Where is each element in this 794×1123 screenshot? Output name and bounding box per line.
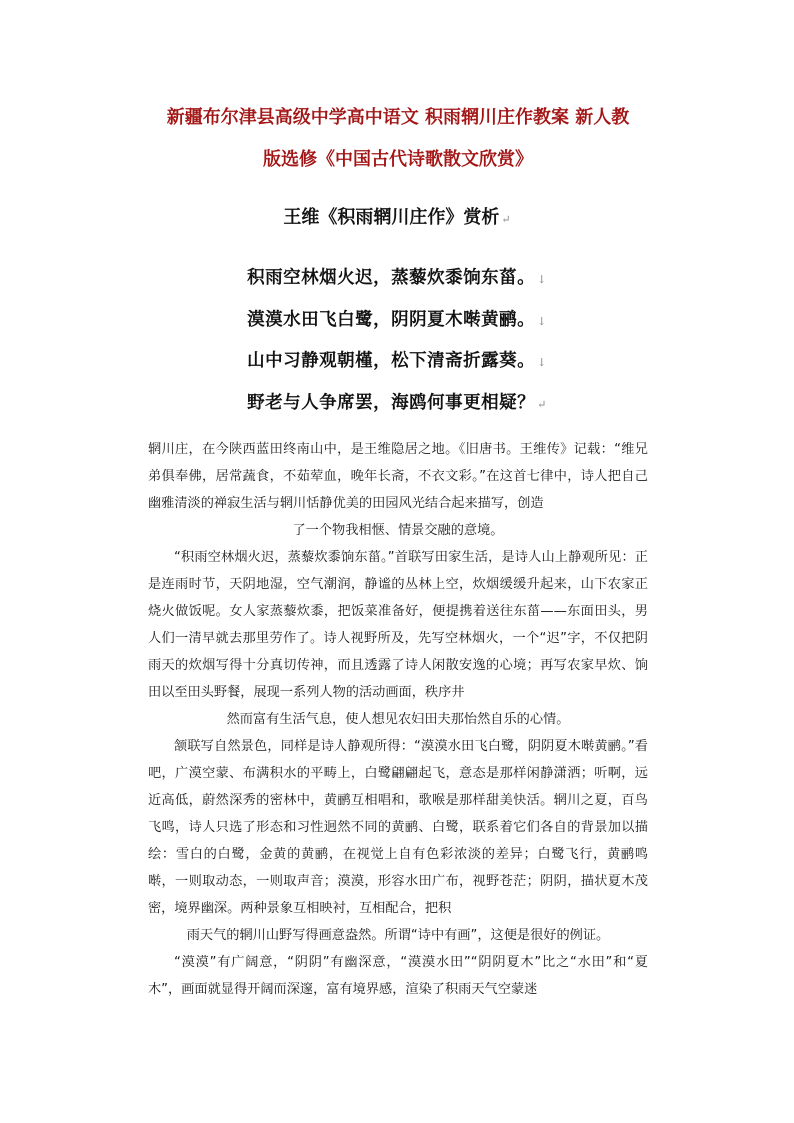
return-mark-icon: ↵ xyxy=(501,213,511,226)
paragraph-word-analysis: “漠漠”有广阔意，“阴阴”有幽深意，“漠漠水田”“阴阴夏木”比之“水田”和“夏木”，画面就显得开阔而深邃，富有境界感，渲染了积雨天气空蒙迷 xyxy=(148,955,648,997)
poem-line xyxy=(0,264,794,289)
paragraph-mark-icon: ↓ xyxy=(537,273,547,286)
paragraph-mark-icon: ↓ xyxy=(537,315,547,328)
poem-line-text: 野老与人争席罢，海鸥何事更相疑？ xyxy=(247,393,536,413)
poem-line xyxy=(0,306,794,331)
article-subtitle xyxy=(0,203,794,229)
commentary-body xyxy=(148,436,648,1003)
poem-line xyxy=(0,389,794,414)
subtitle-text: 王维《积雨辋川庄作》赏析 xyxy=(283,207,500,228)
paragraph-second-couplet-end: 雨天气的辋川山野写得画意盎然。所谓“诗中有画”，这便是很好的例证。 xyxy=(186,928,610,943)
document-title-line2: 版选修《中国古代诗歌散文欣赏》 xyxy=(263,149,533,170)
poem-line xyxy=(0,347,794,372)
paragraph-intro: 辋川庄，在今陕西蓝田终南山中，是王维隐居之地。《旧唐书。王维传》记载：“维兄弟俱奉佛，居常蔬食，不茹荤血，晚年长斋，不衣文彩。”在这首七律中，诗人把自己幽雅清淡的禅寂生活与辋川恬静优美的田园风光结合起来描写，创造 xyxy=(148,442,648,511)
poem-line-text: 山中习静观朝槿，松下清斋折露葵。 xyxy=(247,351,536,371)
return-mark-icon: ↵ xyxy=(537,398,547,411)
paragraph-first-couplet-end: 然而富有生活气息，使人想见农妇田夫那怡然自乐的心情。 xyxy=(226,712,570,727)
paragraph-mark-icon: ↓ xyxy=(537,356,547,369)
paragraph-second-couplet: 颔联写自然景色，同样是诗人静观所得：“漠漠水田飞白鹭，阴阴夏木啭黄鹂。”看吧，广漠空蒙、布满积水的平畴上，白鹭翩翩起飞，意态是那样闲静潇洒；听啊，远近高低，蔚然深秀的密林中，黄鹂互相唱和，歌喉是那样甜美快活。辋川之夏，百鸟飞鸣，诗人只选了形态和习性迥然不同的黄鹂、白鹭，联系着它们各自的背景加以描绘：雪白的白鹭，金黄的黄鹂，在视觉上自有色彩浓淡的差异；白鹭飞行，黄鹂鸣啭，一则取动态，一则取声音；漠漠，形容水田广布，视野苍茫；阴阴，描状夏木茂密，境界幽深。两种景象互相映衬，互相配合，把积 xyxy=(148,739,648,916)
paragraph-first-couplet: “积雨空林烟火迟，蒸藜炊黍饷东菑。”首联写田家生活，是诗人山上静观所见：正是连雨时节，天阴地湿，空气潮润，静谧的丛林上空，炊烟缓缓升起来，山下农家正烧火做饭呢。女人家蒸藜炊黍，把饭菜准备好，便提携着送往东菑——东面田头，男人们一清早就去那里劳作了。诗人视野所及，先写空林烟火，一个“迟”字，不仅把阴雨天的炊烟写得十分真切传神，而且透露了诗人闲散安逸的心境；再写农家早炊、饷田以至田头野餐，展现一系列人物的活动画面，秩序井 xyxy=(148,550,648,700)
poem-line-text: 漠漠水田飞白鹭，阴阴夏木啭黄鹂。 xyxy=(247,310,536,330)
paragraph-intro-end: 了一个物我相惬、情景交融的意境。 xyxy=(292,523,504,538)
document-title-line1: 新疆布尔津县高级中学高中语文 积雨辋川庄作教案 新人教 xyxy=(166,107,630,128)
poem-line-text: 积雨空林烟火迟，蒸藜炊黍饷东菑。 xyxy=(247,268,536,288)
